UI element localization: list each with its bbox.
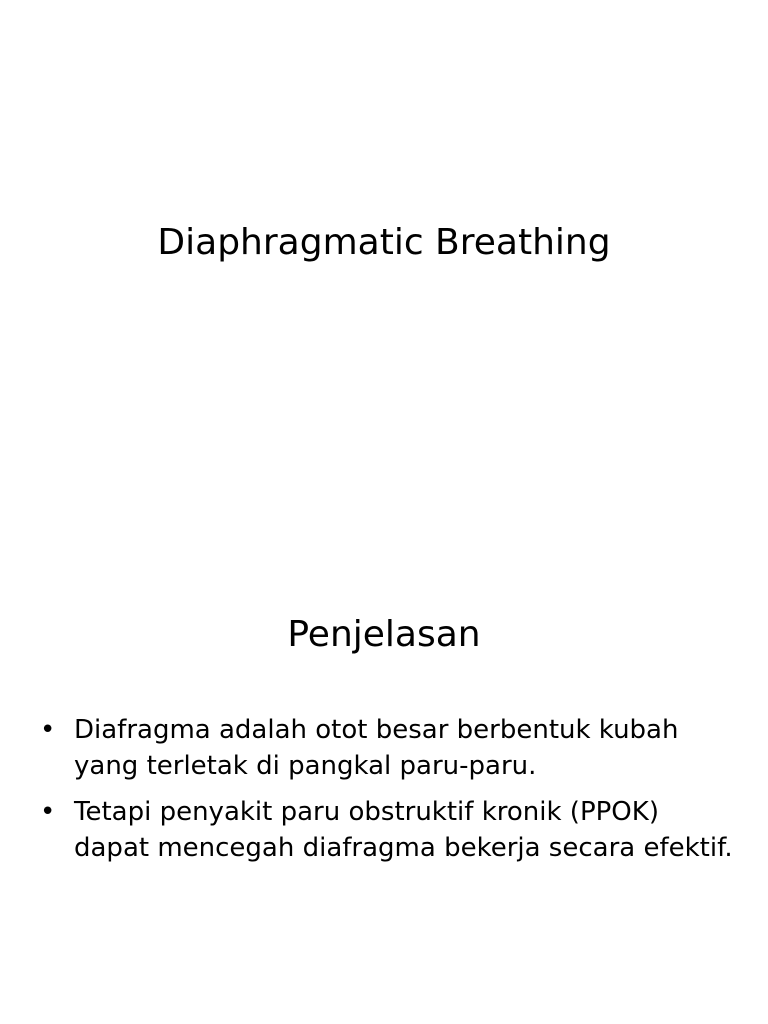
- bullet-item: [40, 794, 740, 866]
- bullet-text: Tetapi penyakit paru obstruktif kronik (PPOK) dapat mencegah diafragma bekerja secara efektif.: [74, 797, 733, 863]
- bullet-text: Diafragma adalah otot besar berbentuk kubah yang terletak di pangkal paru-paru.: [74, 715, 679, 781]
- bullet-dot-icon: •: [40, 797, 56, 827]
- bullet-item: [40, 712, 740, 784]
- bullet-dot-icon: •: [40, 715, 56, 745]
- slide-1-title: Diaphragmatic Breathing: [157, 222, 611, 263]
- slide-2: [0, 512, 768, 1024]
- bullet-list: [40, 712, 740, 876]
- slide-2-title: Penjelasan: [287, 614, 481, 655]
